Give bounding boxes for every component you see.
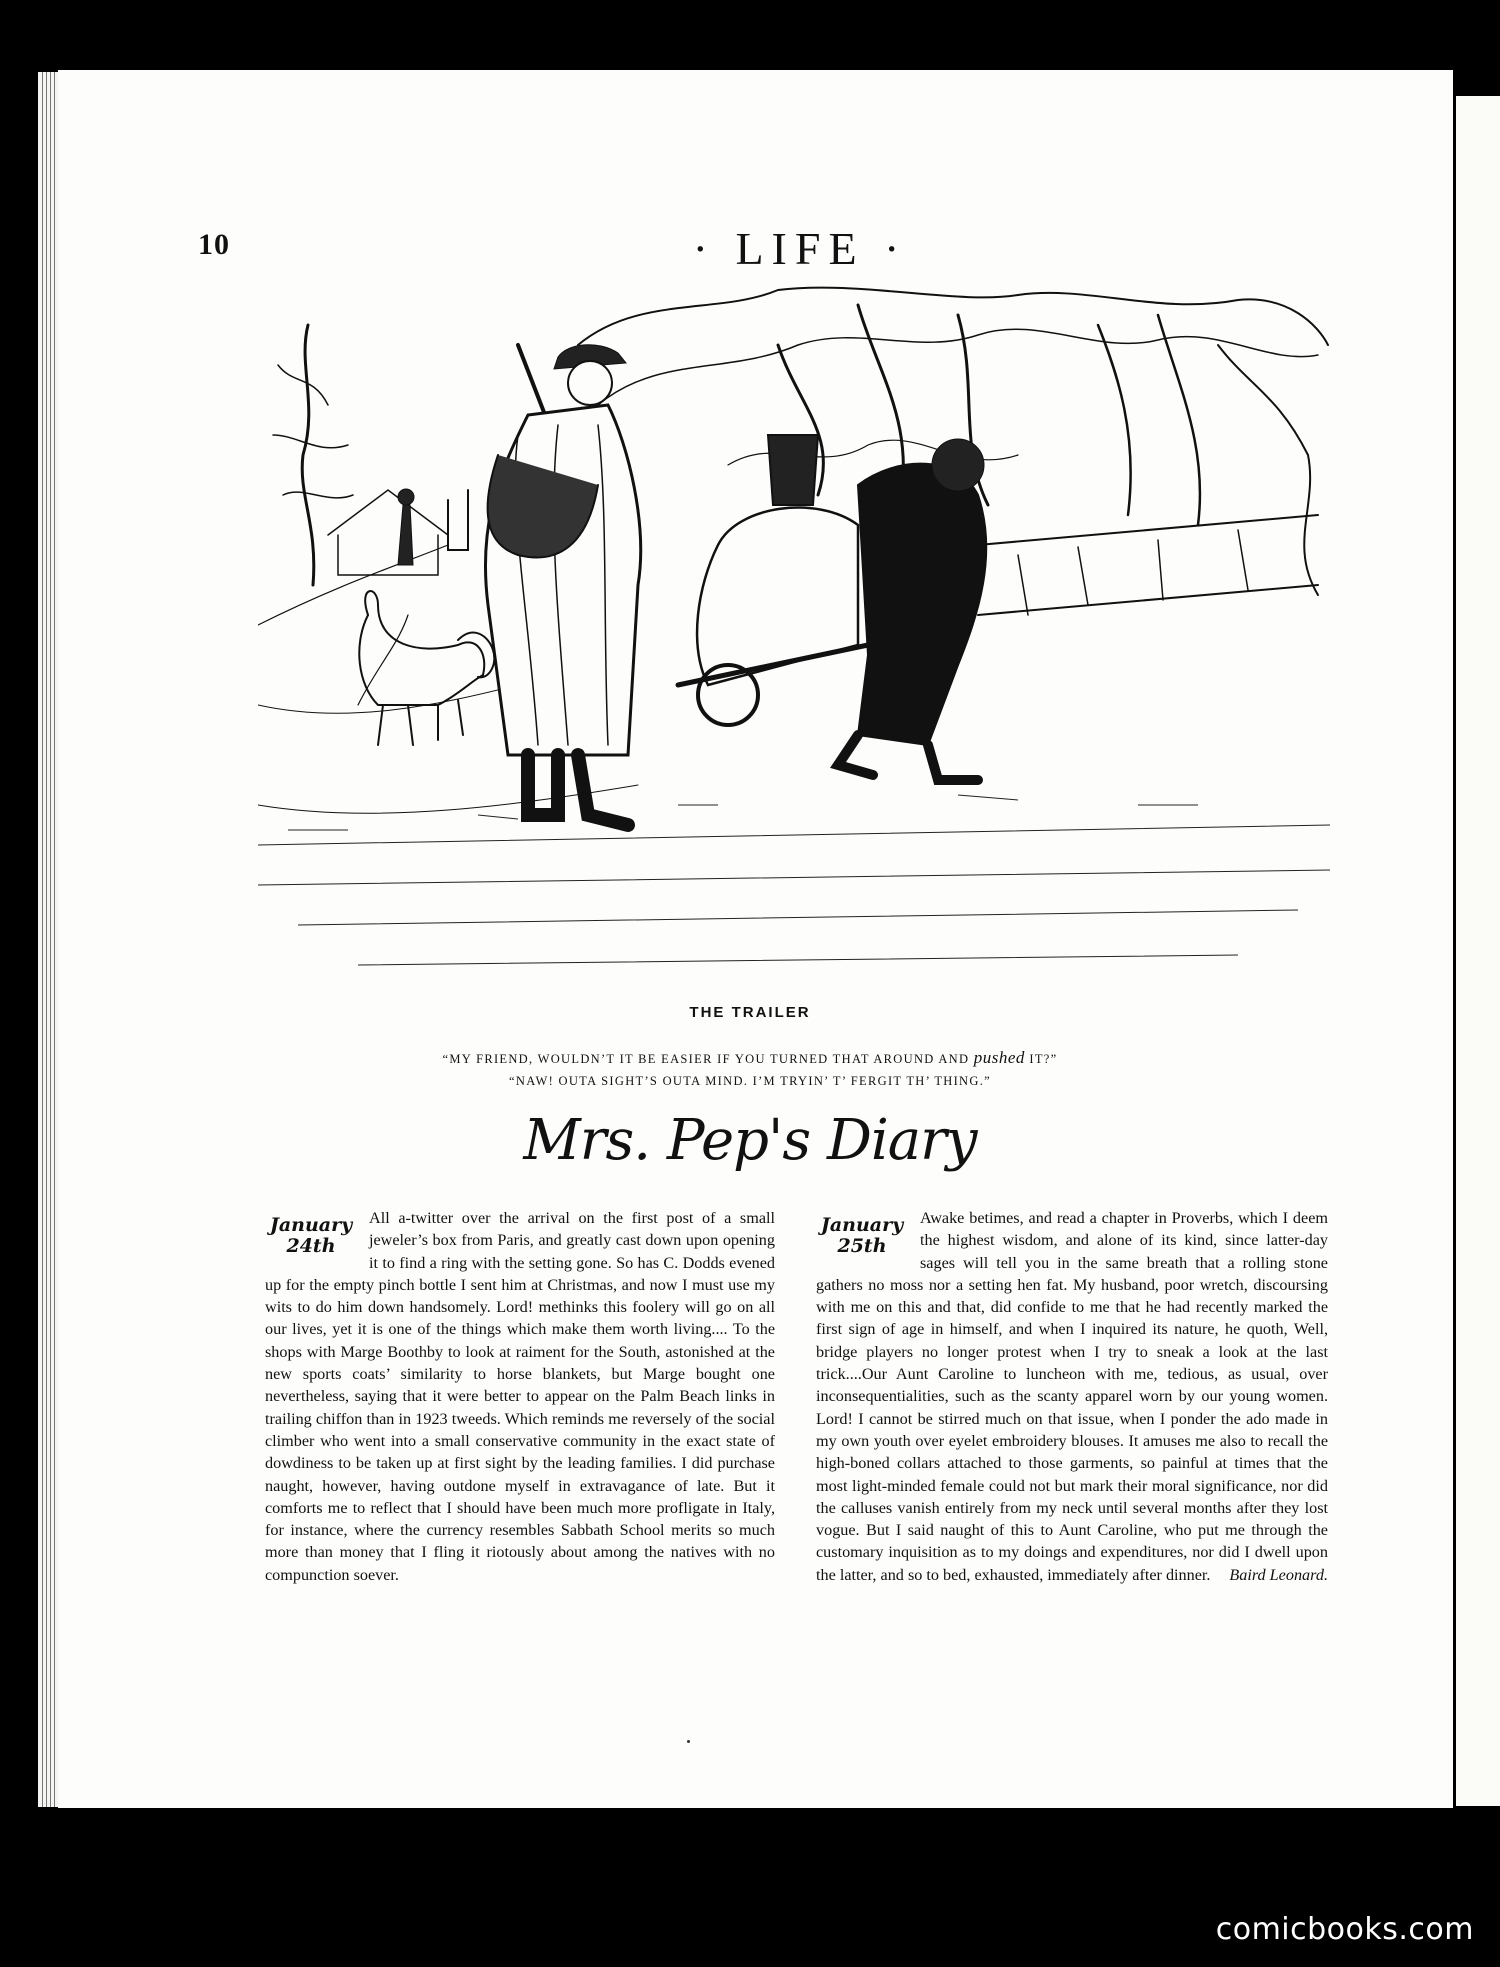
entry-text-body: Awake betimes, and read a chapter in Proverbs, which I deem the highest wisdom, and alone of its kind, since latter-day sages will tell you in the same breath that a rolling stone gathers no moss nor a setting hen fat. My husband, poor wretch, discoursing with me on this and that, did confide to me that he had recently marked the first sign of age in himself, and when I inquired its nature, he quoth, Well, bridge players no longer protest when I try to sneak a look at the last trick....Our Aunt Caroline to luncheon with me, tedious, as usual, over inconsequentialities, such as the scanty apparel worn by our young women. Lord! I cannot be stirred much on that issue, when I ponder the ado made in my own youth over eyelet embroidery blouses. It amuses me also to recall the high-boned collars attached to those garments, so painful at times that the most light-minded female could not but mark their moral significance, nor did the calluses vanish entirely from my neck until several months after they lost vogue. But I said naught of this to Aunt Caroline, who put me through the customary inquisition as to my doings and expenditures, nor did I dwell upon the latter, and so to bed, exhausted, immediately after dinner. xyxy=(816,1209,1328,1584)
entry-text: All a-twitter over the arrival on the first post of a small jeweler’s box from Paris, and greatly cast down upon opening it to find a ring with the setting gone. So has C. Dodds evened up for the empty pinch bottle I sent him at Christmas, and now I must use my wits to do him down handsomely. Lord! methinks this foolery will go on all our lives, yet it is one of the things which make them worth living.... To the shops with Marge Boothby to look at raiment for the South, astonished at the new sports coats’ similarity to horse blankets, but Marge bought one nevertheless, saying that it were better to appear on the Palm Beach links in trailing chiffon than in 1923 tweeds. Which reminds me reversely of the social climber who went into a small conservative community in the exact state of dowdiness to be taken up at first sight by the leading families. I did purchase naught, however, having outdone myself in extravagance of late. But it comforts me to reflect that I should have been much more profligate in Italy, for instance, where the currency resembles Sabbath School merits so much more than money that I fling it riotously about among the natives with no compunction soever. xyxy=(265,1209,775,1584)
date-month: January xyxy=(269,1214,353,1236)
diary-title: Mrs. Pep's Diary xyxy=(523,1108,977,1173)
date-month: January xyxy=(820,1214,904,1236)
magazine-masthead: · LIFE · xyxy=(692,223,908,274)
cartoon-illustration xyxy=(258,285,1330,997)
caption-emphasis: pushed xyxy=(973,1048,1025,1067)
diary-entry-jan-24 xyxy=(265,1207,775,1586)
page-edge-stack xyxy=(38,72,59,1807)
print-dot xyxy=(687,1740,690,1743)
caption-line-1-end: IT?” xyxy=(1029,1052,1058,1066)
cartoon-caption-line-2: “NAW! OUTA SIGHT’S OUTA MIND. I’M TRYIN’ T’ FERGIT TH’ THING.” xyxy=(509,1074,991,1088)
cartoon-title: THE TRAILER xyxy=(689,1004,811,1021)
facing-page-edge xyxy=(1456,96,1500,1806)
author-signature: Baird Leonard. xyxy=(1229,1565,1328,1584)
diary-entry-jan-25 xyxy=(816,1207,1328,1586)
date-day: 24th xyxy=(286,1235,336,1257)
caption-line-1-start: “MY FRIEND, WOULDN’T IT BE EASIER IF YOU TURNED THAT AROUND AND xyxy=(442,1052,970,1066)
entry-date xyxy=(261,1207,361,1273)
page-number: 10 xyxy=(198,228,230,261)
date-day: 25th xyxy=(837,1235,887,1257)
watermark: comicbooks.com xyxy=(1215,1912,1474,1947)
cartoon-caption-line-1 xyxy=(0,1048,1500,1068)
entry-date xyxy=(812,1207,912,1273)
